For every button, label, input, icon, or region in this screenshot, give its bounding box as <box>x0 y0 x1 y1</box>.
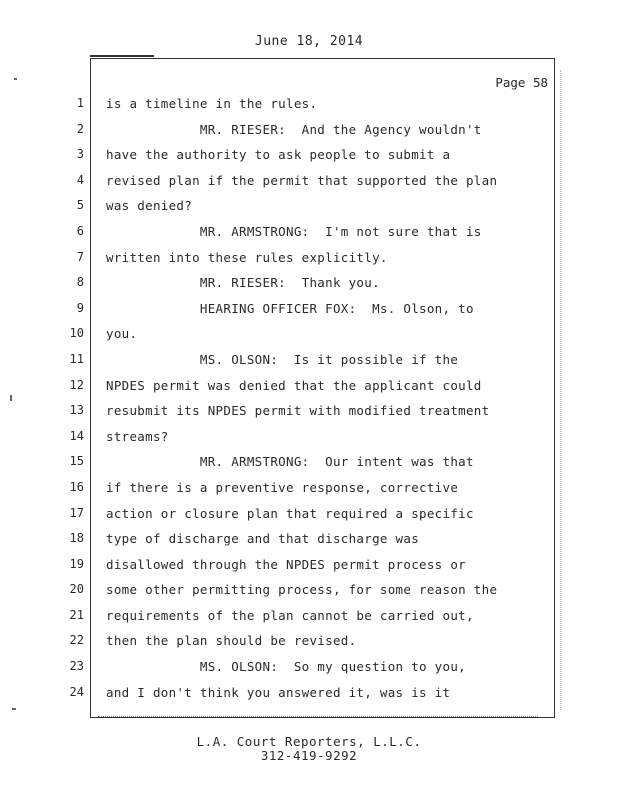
line-number: 3 <box>76 147 84 162</box>
transcript-line: HEARING OFFICER FOX: Ms. Olson, to <box>106 300 474 316</box>
transcript-line: MR. ARMSTRONG: I'm not sure that is <box>106 223 482 239</box>
line-number: 13 <box>69 403 84 418</box>
transcript-line: then the plan should be revised. <box>106 633 357 649</box>
transcript-line: written into these rules explicitly. <box>106 249 388 265</box>
line-number: 18 <box>69 531 84 546</box>
transcript-line: was denied? <box>106 198 193 214</box>
line-number: 5 <box>76 198 84 213</box>
transcript-text <box>106 91 546 705</box>
transcript-line: and I don't think you answered it, was is it <box>106 684 451 700</box>
transcript-line: MR. RIESER: And the Agency wouldn't <box>106 121 482 137</box>
line-number: 17 <box>69 505 84 520</box>
line-number: 8 <box>76 275 84 290</box>
transcript-line: some other permitting process, for some reason the <box>106 582 498 598</box>
line-number: 14 <box>69 428 84 443</box>
transcript-line: MR. ARMSTRONG: Our intent was that <box>106 454 474 470</box>
transcript-line: type of discharge and that discharge was <box>106 531 420 547</box>
transcript-line: resubmit its NPDES permit with modified treatment <box>106 403 490 419</box>
transcript-line: is a timeline in the rules. <box>106 96 318 111</box>
line-number: 23 <box>69 659 84 674</box>
line-number: 4 <box>76 172 84 187</box>
line-number-column <box>58 91 84 705</box>
transcript-line: disallowed through the NPDES permit process or <box>106 556 466 572</box>
transcript-line: MS. OLSON: So my question to you, <box>106 659 466 675</box>
transcript-line: you. <box>106 326 138 342</box>
line-number: 10 <box>69 326 84 341</box>
scan-speck <box>12 708 16 710</box>
transcript-line: requirements of the plan cannot be carried out, <box>106 607 474 623</box>
scan-speck <box>14 78 17 80</box>
line-number: 9 <box>76 300 84 315</box>
line-number: 11 <box>69 351 84 366</box>
page-footer <box>0 735 618 763</box>
page-number-label: Page 58 <box>495 75 548 90</box>
margin-ticks <box>560 70 567 710</box>
line-number: 15 <box>69 454 84 469</box>
transcript-line: NPDES permit was denied that the applicant could <box>106 377 482 393</box>
transcript-line: action or closure plan that required a specific <box>106 505 474 521</box>
line-number: 24 <box>69 684 84 699</box>
transcript-line: streams? <box>106 428 169 444</box>
line-number: 12 <box>69 377 84 392</box>
line-number: 19 <box>69 556 84 571</box>
transcript-line: MR. RIESER: Thank you. <box>106 275 380 291</box>
line-number: 20 <box>69 582 84 597</box>
line-number: 2 <box>76 121 84 136</box>
line-number: 21 <box>69 607 84 622</box>
scan-speck <box>10 395 12 401</box>
footer-phone: 312-419-9292 <box>260 748 358 763</box>
line-number: 16 <box>69 479 84 494</box>
line-number: 1 <box>76 96 84 110</box>
line-number: 22 <box>69 633 84 648</box>
transcript-line: if there is a preventive response, corrective <box>106 479 459 495</box>
footer-company: L.A. Court Reporters, L.L.C. <box>196 734 422 749</box>
transcript-line: MS. OLSON: Is it possible if the <box>106 351 459 367</box>
page-header-date: June 18, 2014 <box>254 34 364 49</box>
line-number: 6 <box>76 223 84 238</box>
line-number: 7 <box>76 249 84 264</box>
transcript-line: revised plan if the permit that supported the plan <box>106 172 498 188</box>
frame-top-mark <box>90 55 154 57</box>
bottom-rule <box>98 716 538 718</box>
transcript-line: have the authority to ask people to submit a <box>106 147 451 163</box>
